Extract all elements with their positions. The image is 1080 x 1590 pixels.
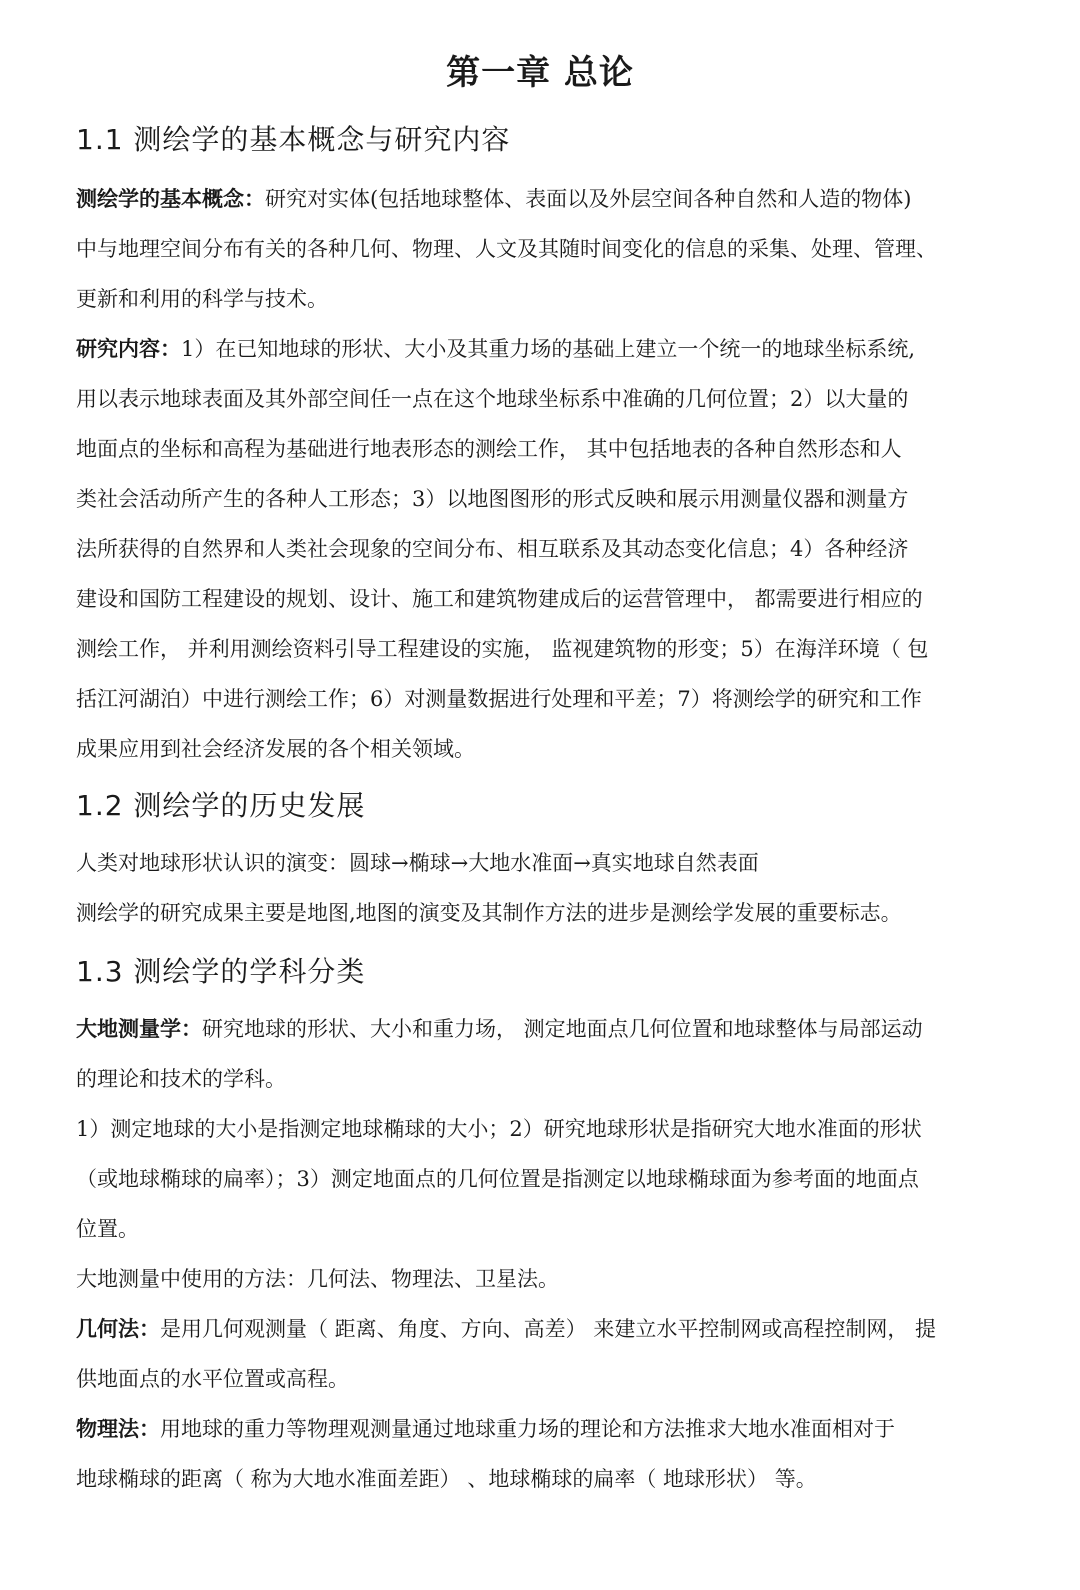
paragraph-line: （或地球椭球的扁率）；3）测定地面点的几何位置是指测定以地球椭球面为参考面的地面点 [76, 1167, 919, 1191]
section-heading-1-1: 1.1 测绘学的基本概念与研究内容 [76, 123, 511, 156]
paragraph-methods [76, 1254, 966, 1304]
paragraph-line: 更新和利用的科学与技术。 [76, 287, 328, 311]
paragraph-basic-concept [76, 174, 966, 324]
paragraph-line: 括江河湖泊）中进行测绘工作；6）对测量数据进行处理和平差；7）将测绘学的研究和工作 [76, 687, 922, 711]
paragraph-line: 法所获得的自然界和人类社会现象的空间分布、相互联系及其动态变化信息；4）各种经济 [76, 537, 909, 561]
paragraph-geometric-method [76, 1304, 966, 1404]
paragraph-line: 地球椭球的距离（ 称为大地水准面差距） 、地球椭球的扁率（ 地球形状） 等。 [76, 1467, 817, 1491]
term-label: 几何法： [76, 1317, 160, 1341]
paragraph-physical-method [76, 1404, 966, 1504]
paragraph-line: 测绘学的基本概念：研究对实体(包括地球整体、表面以及外层空间各种自然和人造的物体) [76, 187, 912, 211]
paragraph-line: 成果应用到社会经济发展的各个相关领域。 [76, 737, 475, 761]
paragraph-line: 建设和国防工程建设的规划、设计、施工和建筑物建成后的运营管理中， 都需要进行相应的 [76, 587, 923, 611]
section-heading-1-3: 1.3 测绘学的学科分类 [76, 955, 366, 988]
paragraph-maps [76, 888, 966, 938]
paragraph-line: 几何法：是用几何观测量（ 距离、角度、方向、高差） 来建立水平控制网或高程控制网， 提 [76, 1317, 937, 1341]
term-label: 大地测量学： [76, 1017, 202, 1041]
paragraph-line: 中与地理空间分布有关的各种几何、物理、人文及其随时间变化的信息的采集、处理、管理、 [76, 237, 937, 261]
paragraph-line: 研究内容：1）在已知地球的形状、大小及其重力场的基础上建立一个统一的地球坐标系统, [76, 337, 916, 361]
paragraph-line: 1）测定地球的大小是指测定地球椭球的大小；2）研究地球形状是指研究大地水准面的形状 [76, 1117, 922, 1141]
paragraph-line: 大地测量学：研究地球的形状、大小和重力场， 测定地面点几何位置和地球整体与局部运动 [76, 1017, 923, 1041]
paragraph-line: 人类对地球形状认识的演变：圆球→椭球→大地水准面→真实地球自然表面 [76, 851, 759, 875]
term-label: 物理法： [76, 1417, 160, 1441]
chapter-title: 第一章 总论 [446, 53, 634, 93]
paragraph-line: 大地测量中使用的方法：几何法、物理法、卫星法。 [76, 1267, 559, 1291]
section-heading-1-2: 1.2 测绘学的历史发展 [76, 789, 366, 822]
paragraph-geodesy [76, 1004, 966, 1104]
paragraph-line: 供地面点的水平位置或高程。 [76, 1367, 349, 1391]
paragraph-line: 测绘工作， 并利用测绘资料引导工程建设的实施， 监视建筑物的形变；5）在海洋环境（ 包 [76, 637, 929, 661]
paragraph-line: 测绘学的研究成果主要是地图,地图的演变及其制作方法的进步是测绘学发展的重要标志。 [76, 901, 902, 925]
term-label: 测绘学的基本概念： [76, 187, 265, 211]
term-label: 研究内容： [76, 337, 181, 361]
paragraph-research-content [76, 324, 966, 774]
paragraph-geodesy-tasks [76, 1104, 966, 1254]
paragraph-line: 类社会活动所产生的各种人工形态；3）以地图图形的形式反映和展示用测量仪器和测量方 [76, 487, 909, 511]
paragraph-line: 的理论和技术的学科。 [76, 1067, 286, 1091]
paragraph-line: 地面点的坐标和高程为基础进行地表形态的测绘工作， 其中包括地表的各种自然形态和人 [76, 437, 902, 461]
paragraph-earth-shape [76, 838, 966, 888]
paragraph-line: 位置。 [76, 1217, 139, 1241]
paragraph-line: 物理法：用地球的重力等物理观测量通过地球重力场的理论和方法推求大地水准面相对于 [76, 1417, 895, 1441]
paragraph-line: 用以表示地球表面及其外部空间任一点在这个地球坐标系中准确的几何位置；2）以大量的 [76, 387, 909, 411]
